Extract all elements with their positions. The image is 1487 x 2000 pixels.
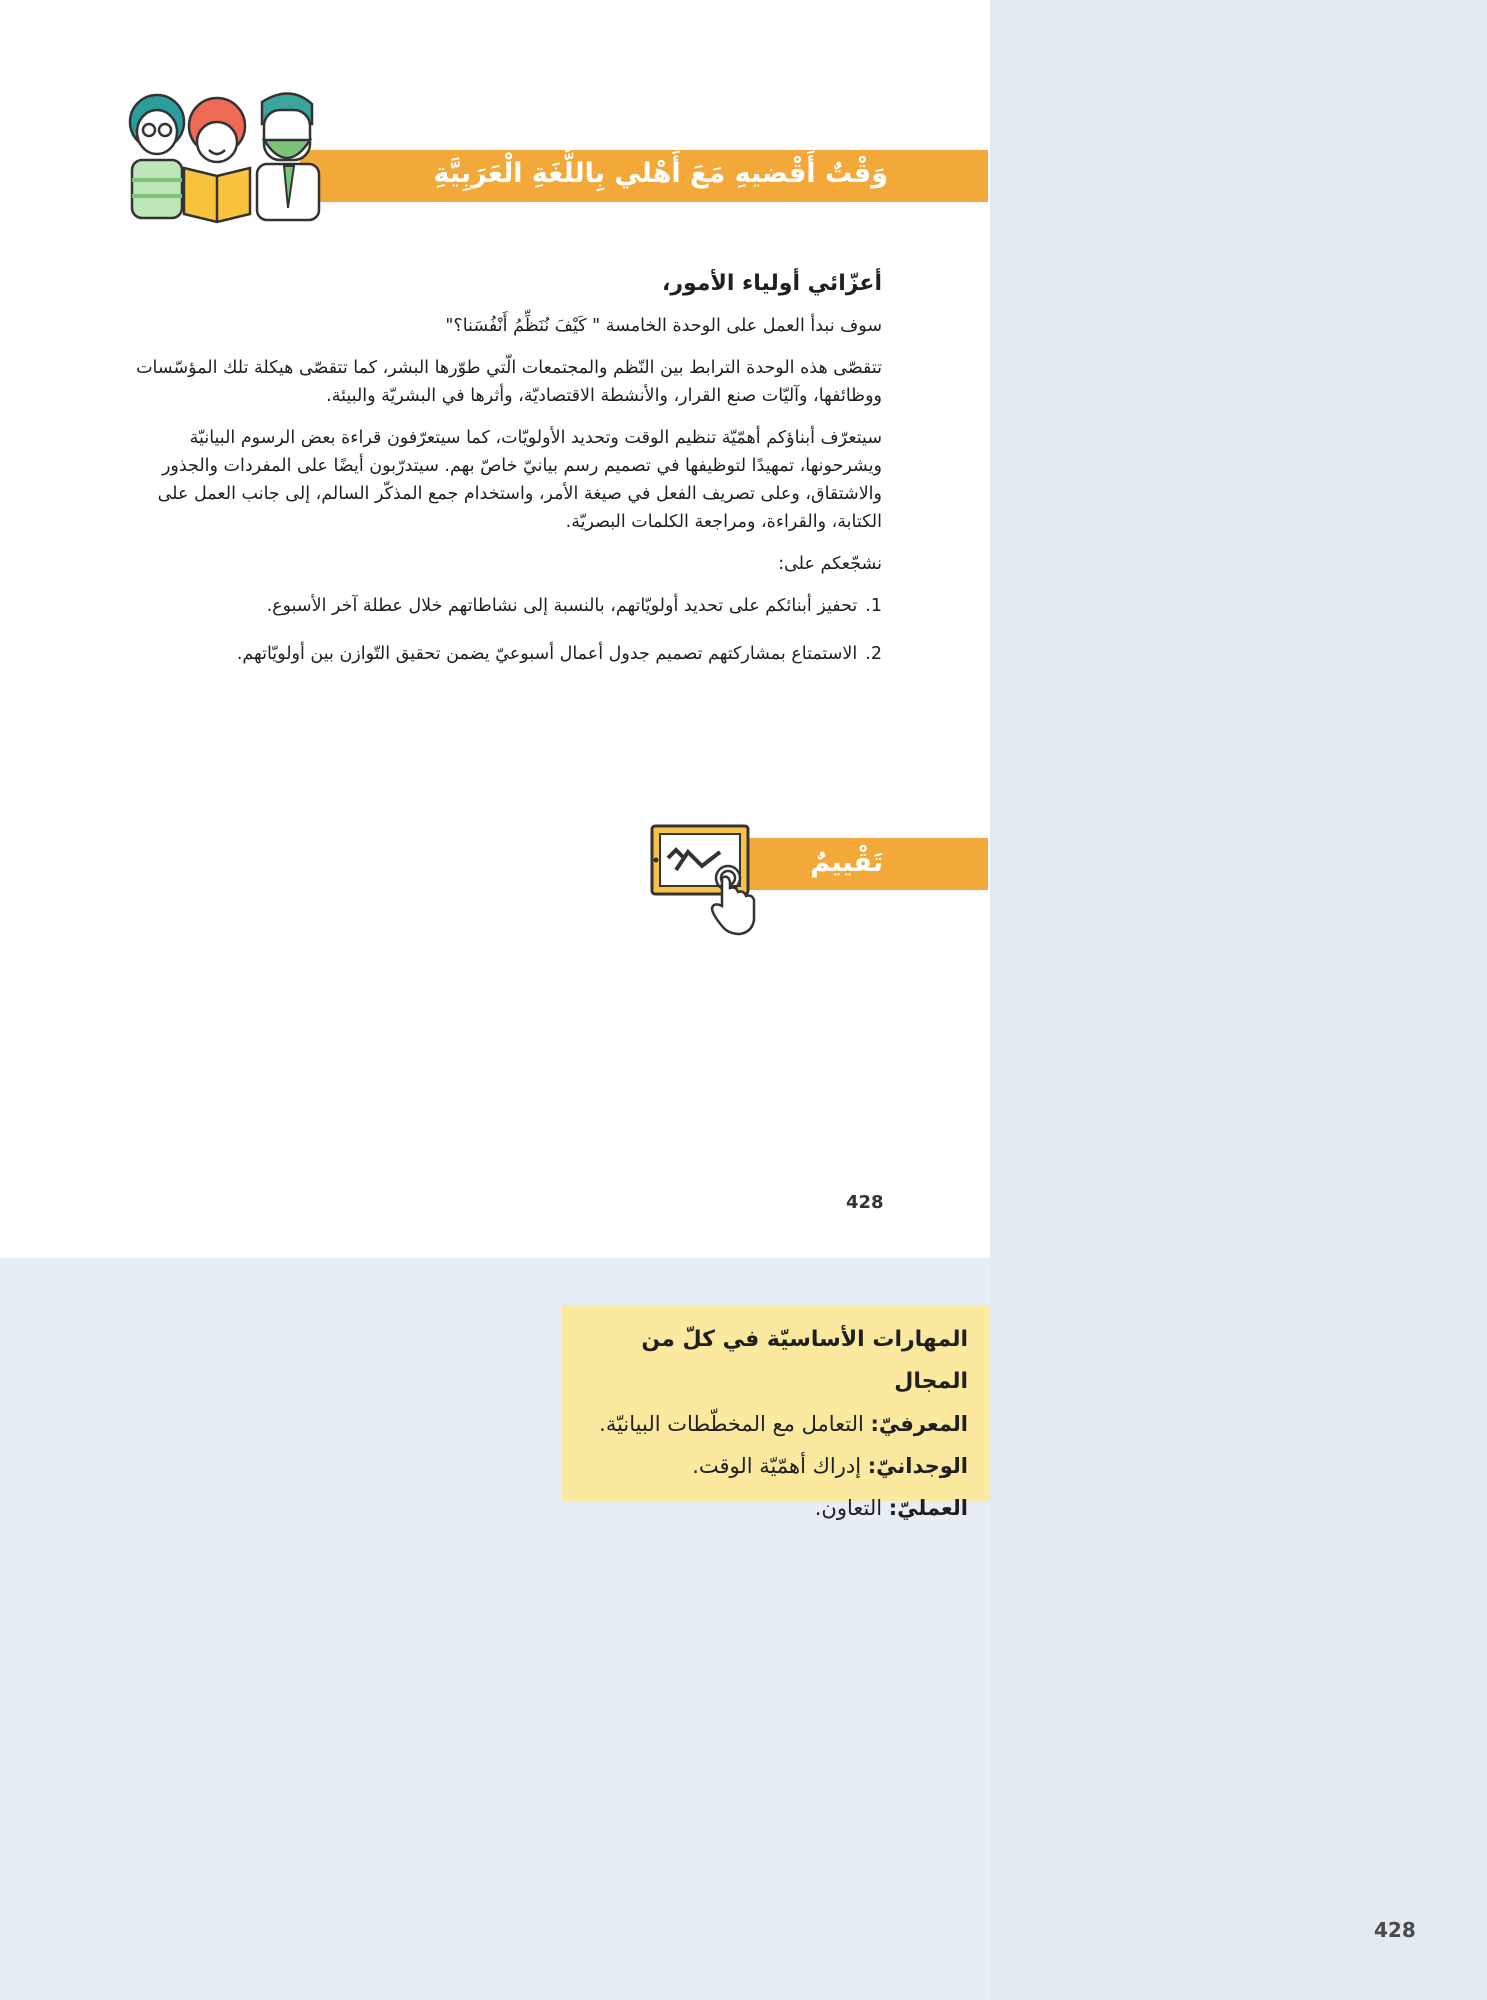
- family-reading-illustration: [112, 84, 332, 224]
- skill-label: الوجدانيّ:: [867, 1454, 968, 1478]
- printed-page: [0, 0, 990, 1258]
- page-number-inner: 428: [846, 1192, 884, 1213]
- tablet-chart-touch-icon: [648, 822, 768, 942]
- skill-value: التعاون.: [814, 1496, 889, 1520]
- skill-row: [584, 1403, 968, 1445]
- facing-page-background: [990, 0, 1487, 2000]
- evaluation-title: تَقْييمٌ: [810, 847, 883, 878]
- skill-row: [584, 1487, 968, 1529]
- letter-paragraph-3: سيتعرّف أبناؤكم أهمّيّة تنظيم الوقت وتحديد الأولويّات، كما سيتعرّفون قراءة بعض الرسوم البيانيّة ويشرحونها، تمهيدًا لتوظيفها في تصميم رسم بيانيّ خاصّ بهم. سيتدرّبون أيضًا على المفردات والجذور والاشتقاق، وعلى تصريف الفعل في صيغة الأمر، واستخدام جمع المذكّر السالم، إلى جانب العمل على الكتابة، والقراءة، ومراجعة الكلمات البصريّة.: [157, 428, 882, 532]
- core-skills-box: [562, 1305, 990, 1520]
- skill-label: العمليّ:: [888, 1496, 968, 1520]
- list-item-text: تحفيز أبنائكم على تحديد أولويّاتهم، بالنسبة إلى نشاطاتهم خلال عطلة آخر الأسبوع.: [266, 596, 858, 616]
- skill-label: المعرفيّ:: [870, 1412, 968, 1436]
- list-item: [130, 592, 882, 620]
- skills-heading: المهارات الأساسيّة في كلّ من المجال: [641, 1327, 968, 1394]
- encouragement-list: [130, 592, 882, 668]
- list-item-text: الاستمتاع بمشاركتهم تصميم جدول أعمال أسبوعيّ يضمن تحقيق التّوازن بين أولويّاتهم.: [236, 644, 858, 664]
- list-item: [130, 640, 882, 668]
- parents-letter: [130, 270, 882, 688]
- section-banner: [300, 150, 988, 202]
- letter-greeting: أعزّائي أولياء الأمور،: [662, 271, 882, 296]
- page-number-outer: 428: [1374, 1918, 1416, 1942]
- letter-paragraph-1: سوف نبدأ العمل على الوحدة الخامسة " كَيْفَ نُنَظِّمُ أَنْفُسَنا؟": [445, 316, 882, 336]
- list-item-number: 2.: [865, 644, 882, 664]
- skill-value: التعامل مع المخطّطات البيانيّة.: [599, 1412, 871, 1436]
- banner-title: وَقْتٌ أَقْضيهِ مَعَ أَهْلي بِاللُّغَةِ الْعَرَبِيَّةِ: [433, 158, 888, 189]
- letter-paragraph-2: تتقصّى هذه الوحدة الترابط بين النّظم والمجتمعات الّتي طوّرها البشر، كما تتقصّى هيكلة تلك المؤسّسات ووظائفها، وآليّات صنع القرار، والأنشطة الاقتصاديّة، وأثرها في البشريّة والبيئة.: [136, 358, 882, 406]
- list-item-number: 1.: [865, 596, 882, 616]
- skill-value: إدراك أهمّيّة الوقت.: [692, 1454, 868, 1478]
- letter-encourage-label: نشجّعكم على:: [778, 554, 882, 574]
- skill-row: [584, 1445, 968, 1487]
